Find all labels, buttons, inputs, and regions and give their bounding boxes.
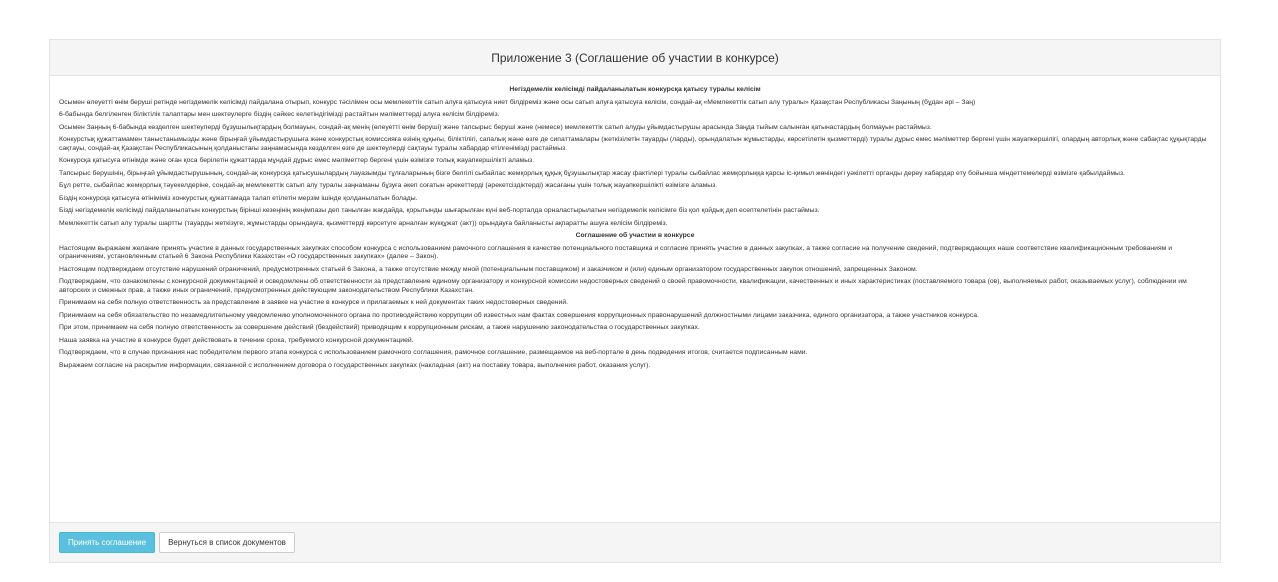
agreement-paragraph: Осымен өлеуетті өнім беруші ретінде негіздемелік келісімді пайдалана отырып, конкурс тәсілімен осы мемлекеттік сатып алуға қатысуға ниет білдіреміз және осы сатып алуға қатысуға келісім, сондай-ақ «Мемлекеттік сатып алу туралы» Қазақстан Республикасы Заңының (бұдан әрі – Заң): [59, 98, 976, 106]
agreement-paragraph: Мемлекеттік сатып алу туралы шартты (тауарды жеткізуге, жұмыстарды орындауға, қызметтерді көрсетуге арналған жүкқұжат (акт)) орындауға байланысты ақпаратты ашуға келісім білдіреміз.: [59, 219, 668, 227]
agreement-paragraph: Конкурстық құжаттамамен таныстанымызды және бірыңғай ұйымдастырушыға және конкурстық комиссияға өзінің құқығы, біліктілігі, сапалық және өзге де сипаттамалары (жеткізілетін тауарды (ларды), орындалатын жұмыстарды, көрсетілетін қызметтерді) туралы дұрыс емес мәліметтер бергені үшін жауапкершілігі, олардың авторлық және сабақтас құқықтарды сақтауы, сондай-ақ Қазақстан Республикасының қолданыстағы заңнамасында көзделген өзге де шектеулерді сақтауы туралы хабардар етілгенімізді растаймыз.: [59, 136, 1207, 152]
agreement-paragraph: Тапсырыс берушінің, бірыңғай ұйымдастырушының, сондай-ақ конкурсқа қатысушылардың лауазымды тұлғаларының бізге белгілі сыбайлас жемқорлық құқық бұзушылықтар жасау фактілері туралы сыбайлас жемқорлыққа қарсы іс-қимыл жөніндегі уәкілетті органды дереу хабардар ету бойынша міндеттемелерді өзімізге қабылдаймыз.: [59, 169, 1125, 177]
agreement-paragraph: Біздің конкурсқа қатысуға өтініміміз конкурстық құжаттамада талап етілетін мерзім ішінде қолданылатын болады.: [59, 194, 418, 202]
agreement-paragraph: Настоящим выражаем желание принять участие в данных государственных закупках способом конкурса с использованием рамочного соглашения в качестве потенциального поставщика и согласие принять участие в данных закупках, а также согласие на получение сведений, подтверждающих наше соответствие квалификационным требованиям и ограничениям, установленным статьей 6 Закона Республики Казахстан «О государственных закупках» (далее – Закон).: [59, 244, 1172, 260]
section-title-kz: Негіздемелік келісімді пайдаланылатын конкурсқа қатысу туралы келісім: [509, 86, 761, 93]
back-to-documents-button[interactable]: Вернуться в список документов: [159, 532, 295, 553]
agreement-paragraph: Принимаем на себя полную ответственность за представление в заявке на участие в конкурсе и прилагаемых к ней документах таких недостоверных сведений.: [59, 299, 569, 306]
agreement-paragraph: 6-бабында белгіленген біліктілік талаптары мен шектеулерге біздің сәйкес келетіндігімізді растайтын мәліметтерді алуға келісім білдіреміз.: [59, 111, 500, 118]
agreement-body: [50, 76, 1220, 522]
agreement-paragraph: Подтверждаем, что в случае признания нас победителем первого этапа конкурса с использованием рамочного соглашения, рамочное соглашение, размещаемое на веб-портале в день подведения итогов, считается подписанным нами.: [59, 349, 808, 356]
agreement-paragraph: Выражаем согласие на раскрытие информации, связанной с исполнением договора о государственных закупках (накладная (акт) на поставку товара, выполнения работ, оказания услуг).: [59, 361, 651, 369]
agreement-paragraph: Осымен Заңның 6-бабында көзделген шектеулерді бұзушылықтардың болмауын, сондай-ақ менің (өлеуетті өнім берушi) және тапсырыс беруші және (немесе) мемлекеттік сатып алуды ұйымдастырушы арасында Заңда тыйым салынған қатынастардың болмауын растаймыз.: [59, 123, 932, 131]
accept-agreement-button[interactable]: Принять соглашение: [59, 532, 155, 553]
agreement-paragraph: Бізді негіздемелік келісімді пайдаланылатын конкурстың бірінші кезеңінің жеңімпазы деп танылған жағдайда, қорытынды шығарылған күні веб-порталда орналастырылатын негіздемелік келісімге біз қол қойдық деп есептелетінін растаймыз.: [59, 207, 820, 214]
section-ru-paragraphs: [59, 245, 1211, 371]
agreement-paragraph: Подтверждаем, что ознакомлены с конкурсной документацией и осведомлены об ответственности за представление единому организатору и конкурсной комиссии недостоверных сведений о своей правомочности, квалификации, качественных и иных характеристиках (поставляемого товара (ов), выполняемых работ, оказываемых услуг), соблюдении им авторских и смежных прав, а также иных ограничений, предусмотренных действующим законодательством Республики Казахстан.: [59, 278, 1187, 294]
agreement-paragraph: Бұл ретте, сыбайлас жемқорлық тәуекелдеріне, сондай-ақ мемлекеттік сатып алу туралы заңнаманы бұзуға әкеп соғатын әрекеттерді (әрекетсіздіктерді) жасағаны үшін толық жауапкершілікті өзімізге аламыз.: [59, 182, 718, 189]
agreement-paragraph: Наша заявка на участие в конкурсе будет действовать в течение срока, требуемого конкурсной документацией.: [59, 336, 414, 344]
panel-footer: [50, 522, 1220, 562]
agreement-paragraph: Настоящим подтверждаем отсутствие нарушений ограничений, предусмотренных статьей 6 Закона, а также отсутствие между мной (потенциальным поставщиком) и заказчиком и (или) единым организатором государственных закупок отношений, запрещенных Законом.: [59, 265, 918, 273]
page-title: Приложение 3 (Соглашение об участии в конкурсе): [491, 50, 779, 65]
section-kz-paragraphs: [59, 99, 1211, 229]
agreement-panel: [49, 39, 1221, 563]
section-title-ru: Соглашение об участии в конкурсе: [575, 232, 695, 239]
panel-heading: [50, 40, 1220, 76]
agreement-paragraph: Принимаем на себя обязательство по незамедлительному уведомлению уполномоченного органа по противодействию коррупции об известных нам фактах совершения коррупционных правонарушений должностными лицами заказчика, единого организатора, а также участников конкурса.: [59, 311, 979, 319]
agreement-paragraph: При этом, принимаем на себя полную ответственность за совершение действий (бездействий) приводящим к коррупционным рискам, а также нарушению законодательства о государственных закупках.: [59, 324, 700, 331]
agreement-paragraph: Конкурсқа қатысуға өтінімде және оған қоса берілетін құжаттарда мұндай дұрыс емес мәліметтер бергені үшін өзімізге толық жауапкершілікті аламыз.: [59, 157, 535, 164]
